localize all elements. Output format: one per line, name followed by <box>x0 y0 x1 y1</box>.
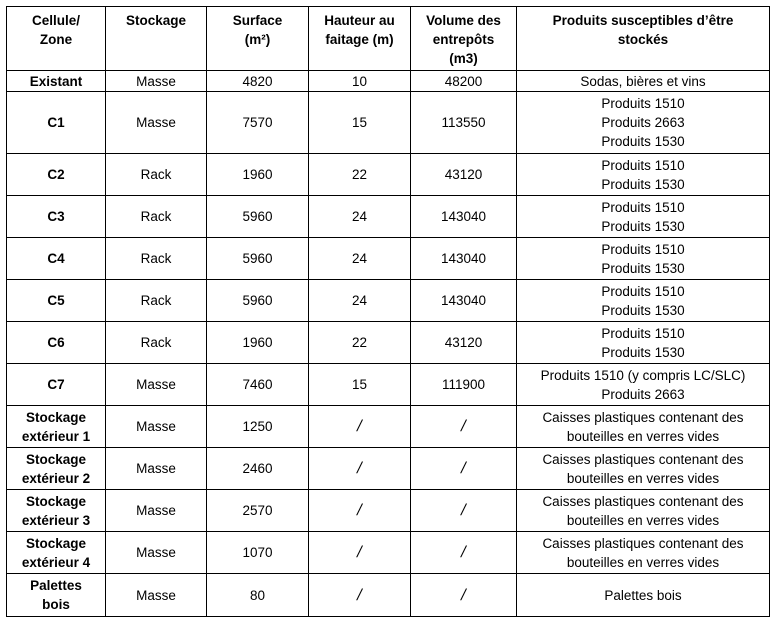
cell-stockage: Rack <box>106 154 207 196</box>
cell-line: Zone <box>39 32 73 47</box>
cell-stockage: Masse <box>106 532 207 574</box>
cell-line: Stockage <box>25 493 87 509</box>
cell-hauteur: / <box>309 532 411 574</box>
cell-hauteur: 15 <box>309 364 411 406</box>
cell-line: Volume des <box>426 13 501 28</box>
cell-line: bouteilles en verres vides <box>566 554 720 570</box>
cell-hauteur: 24 <box>309 238 411 280</box>
cell-line: Produits 1530 <box>601 344 685 360</box>
cell-zone <box>7 196 106 238</box>
cell-line: Stockage <box>25 535 87 551</box>
cell-volume: / <box>411 574 517 617</box>
cell-volume: 143040 <box>411 280 517 322</box>
cell-hauteur: / <box>309 574 411 617</box>
cell-stockage: Rack <box>106 280 207 322</box>
cell-hauteur: 22 <box>309 322 411 364</box>
cell-surface: 5960 <box>207 280 309 322</box>
cell-line: C4 <box>47 251 65 266</box>
cell-stockage: Masse <box>106 406 207 448</box>
cell-produits <box>517 448 770 490</box>
cell-line: Caisses plastiques contenant des <box>542 451 744 467</box>
cell-zone <box>7 406 106 448</box>
cell-surface: 1960 <box>207 322 309 364</box>
cell-stockage: Masse <box>106 448 207 490</box>
cell-volume: 143040 <box>411 196 517 238</box>
cell-line: Existant <box>29 73 83 89</box>
cell-line: extérieur 4 <box>21 554 91 570</box>
cell-line: extérieur 2 <box>21 470 91 486</box>
cell-line: Stockage <box>25 451 87 467</box>
table-row <box>7 154 770 196</box>
table-body <box>7 71 770 617</box>
cell-line: C1 <box>47 115 65 130</box>
cell-volume: 113550 <box>411 92 517 154</box>
cell-line: Produits 1530 <box>601 218 685 234</box>
cell-hauteur: 24 <box>309 196 411 238</box>
cell-line: C7 <box>47 377 65 392</box>
cell-line: stockés <box>617 32 669 47</box>
cell-line: entrepôts <box>432 32 495 47</box>
cell-line: Sodas, bières et vins <box>580 73 706 89</box>
cell-produits <box>517 490 770 532</box>
cell-volume: 111900 <box>411 364 517 406</box>
cell-surface: 1070 <box>207 532 309 574</box>
cell-zone <box>7 238 106 280</box>
cell-line: Produits 1510 <box>601 96 685 111</box>
cell-surface: 1250 <box>207 406 309 448</box>
header-produits <box>517 7 770 71</box>
cell-line: Stockage <box>25 409 87 425</box>
cell-produits <box>517 280 770 322</box>
cell-hauteur: / <box>309 448 411 490</box>
cell-produits <box>517 238 770 280</box>
cell-zone <box>7 154 106 196</box>
cell-line: extérieur 3 <box>21 512 91 528</box>
cell-line: Produits 2663 <box>601 115 685 130</box>
header-stockage <box>106 7 207 71</box>
table-row <box>7 406 770 448</box>
table-row <box>7 448 770 490</box>
table-header-row <box>7 7 770 71</box>
cell-zone <box>7 448 106 490</box>
table-row <box>7 280 770 322</box>
cell-volume: 43120 <box>411 322 517 364</box>
cell-line: Produits 1510 (y compris LC/SLC) <box>540 367 746 383</box>
cell-hauteur: 15 <box>309 92 411 154</box>
cell-line: bois <box>42 597 70 612</box>
cell-surface: 5960 <box>207 238 309 280</box>
cell-produits <box>517 92 770 154</box>
cell-produits <box>517 322 770 364</box>
cell-stockage: Masse <box>106 490 207 532</box>
cell-line: Stockage <box>125 13 187 28</box>
cell-volume: 48200 <box>411 71 517 92</box>
storage-table <box>6 6 770 617</box>
cell-zone <box>7 92 106 154</box>
table-row <box>7 322 770 364</box>
cell-stockage: Masse <box>106 92 207 154</box>
cell-surface: 5960 <box>207 196 309 238</box>
cell-hauteur: 24 <box>309 280 411 322</box>
cell-surface: 80 <box>207 574 309 617</box>
cell-volume: / <box>411 490 517 532</box>
cell-volume: 43120 <box>411 154 517 196</box>
cell-surface: 7570 <box>207 92 309 154</box>
cell-line: C2 <box>47 167 65 182</box>
cell-line: Palettes bois <box>604 587 682 603</box>
table-row <box>7 532 770 574</box>
cell-line: C3 <box>47 209 65 224</box>
cell-line: Produits 1510 <box>601 199 685 215</box>
cell-line: Cellule/ <box>31 13 80 28</box>
cell-line: Caisses plastiques contenant des <box>542 493 744 509</box>
cell-line: Produits 1510 <box>601 157 685 173</box>
cell-zone <box>7 532 106 574</box>
cell-line: faitage (m) <box>325 32 394 47</box>
table-row <box>7 574 770 617</box>
cell-line: bouteilles en verres vides <box>566 512 720 528</box>
cell-stockage: Masse <box>106 364 207 406</box>
cell-line: bouteilles en verres vides <box>566 428 720 444</box>
cell-line: (m3) <box>449 51 478 66</box>
cell-line: Caisses plastiques contenant des <box>542 409 744 425</box>
cell-volume: / <box>411 406 517 448</box>
table-row <box>7 196 770 238</box>
cell-line: C6 <box>47 335 65 350</box>
cell-line: extérieur 1 <box>21 428 91 444</box>
table-row <box>7 92 770 154</box>
header-volume <box>411 7 517 71</box>
cell-line: Produits 1530 <box>601 176 685 192</box>
cell-produits <box>517 364 770 406</box>
cell-produits <box>517 532 770 574</box>
cell-zone <box>7 71 106 92</box>
cell-volume: / <box>411 532 517 574</box>
header-hauteur <box>309 7 411 71</box>
cell-line: Produits 1510 <box>601 325 685 341</box>
cell-line: Produits 1530 <box>601 134 685 149</box>
cell-surface: 7460 <box>207 364 309 406</box>
cell-line: Hauteur au <box>324 13 395 28</box>
cell-zone <box>7 322 106 364</box>
cell-produits <box>517 574 770 617</box>
header-surface <box>207 7 309 71</box>
cell-surface: 1960 <box>207 154 309 196</box>
cell-produits <box>517 71 770 92</box>
cell-line: Caisses plastiques contenant des <box>542 535 744 551</box>
cell-hauteur: 10 <box>309 71 411 92</box>
table-row <box>7 490 770 532</box>
cell-line: Surface <box>232 13 283 28</box>
header-zone <box>7 7 106 71</box>
cell-line: Produits 2663 <box>601 386 685 402</box>
cell-hauteur: / <box>309 490 411 532</box>
cell-hauteur: / <box>309 406 411 448</box>
cell-produits <box>517 196 770 238</box>
cell-line: Palettes <box>30 578 82 593</box>
cell-zone <box>7 280 106 322</box>
cell-stockage: Rack <box>106 238 207 280</box>
table-row <box>7 364 770 406</box>
cell-surface: 4820 <box>207 71 309 92</box>
cell-volume: / <box>411 448 517 490</box>
cell-stockage: Masse <box>106 71 207 92</box>
cell-line: bouteilles en verres vides <box>566 470 720 486</box>
cell-line: (m²) <box>244 32 271 47</box>
cell-surface: 2570 <box>207 490 309 532</box>
cell-volume: 143040 <box>411 238 517 280</box>
cell-line: Produits 1510 <box>601 241 685 257</box>
cell-line: Produits susceptibles d’être <box>552 13 734 28</box>
cell-produits <box>517 154 770 196</box>
cell-line: Produits 1530 <box>601 302 685 318</box>
cell-line: C5 <box>47 293 65 308</box>
cell-line: Produits 1530 <box>601 260 685 276</box>
cell-produits <box>517 406 770 448</box>
cell-zone <box>7 490 106 532</box>
table-row <box>7 71 770 92</box>
cell-line: Produits 1510 <box>601 283 685 299</box>
table-row <box>7 238 770 280</box>
cell-hauteur: 22 <box>309 154 411 196</box>
cell-zone <box>7 574 106 617</box>
cell-stockage: Rack <box>106 322 207 364</box>
cell-zone <box>7 364 106 406</box>
cell-stockage: Rack <box>106 196 207 238</box>
cell-surface: 2460 <box>207 448 309 490</box>
cell-stockage: Masse <box>106 574 207 617</box>
